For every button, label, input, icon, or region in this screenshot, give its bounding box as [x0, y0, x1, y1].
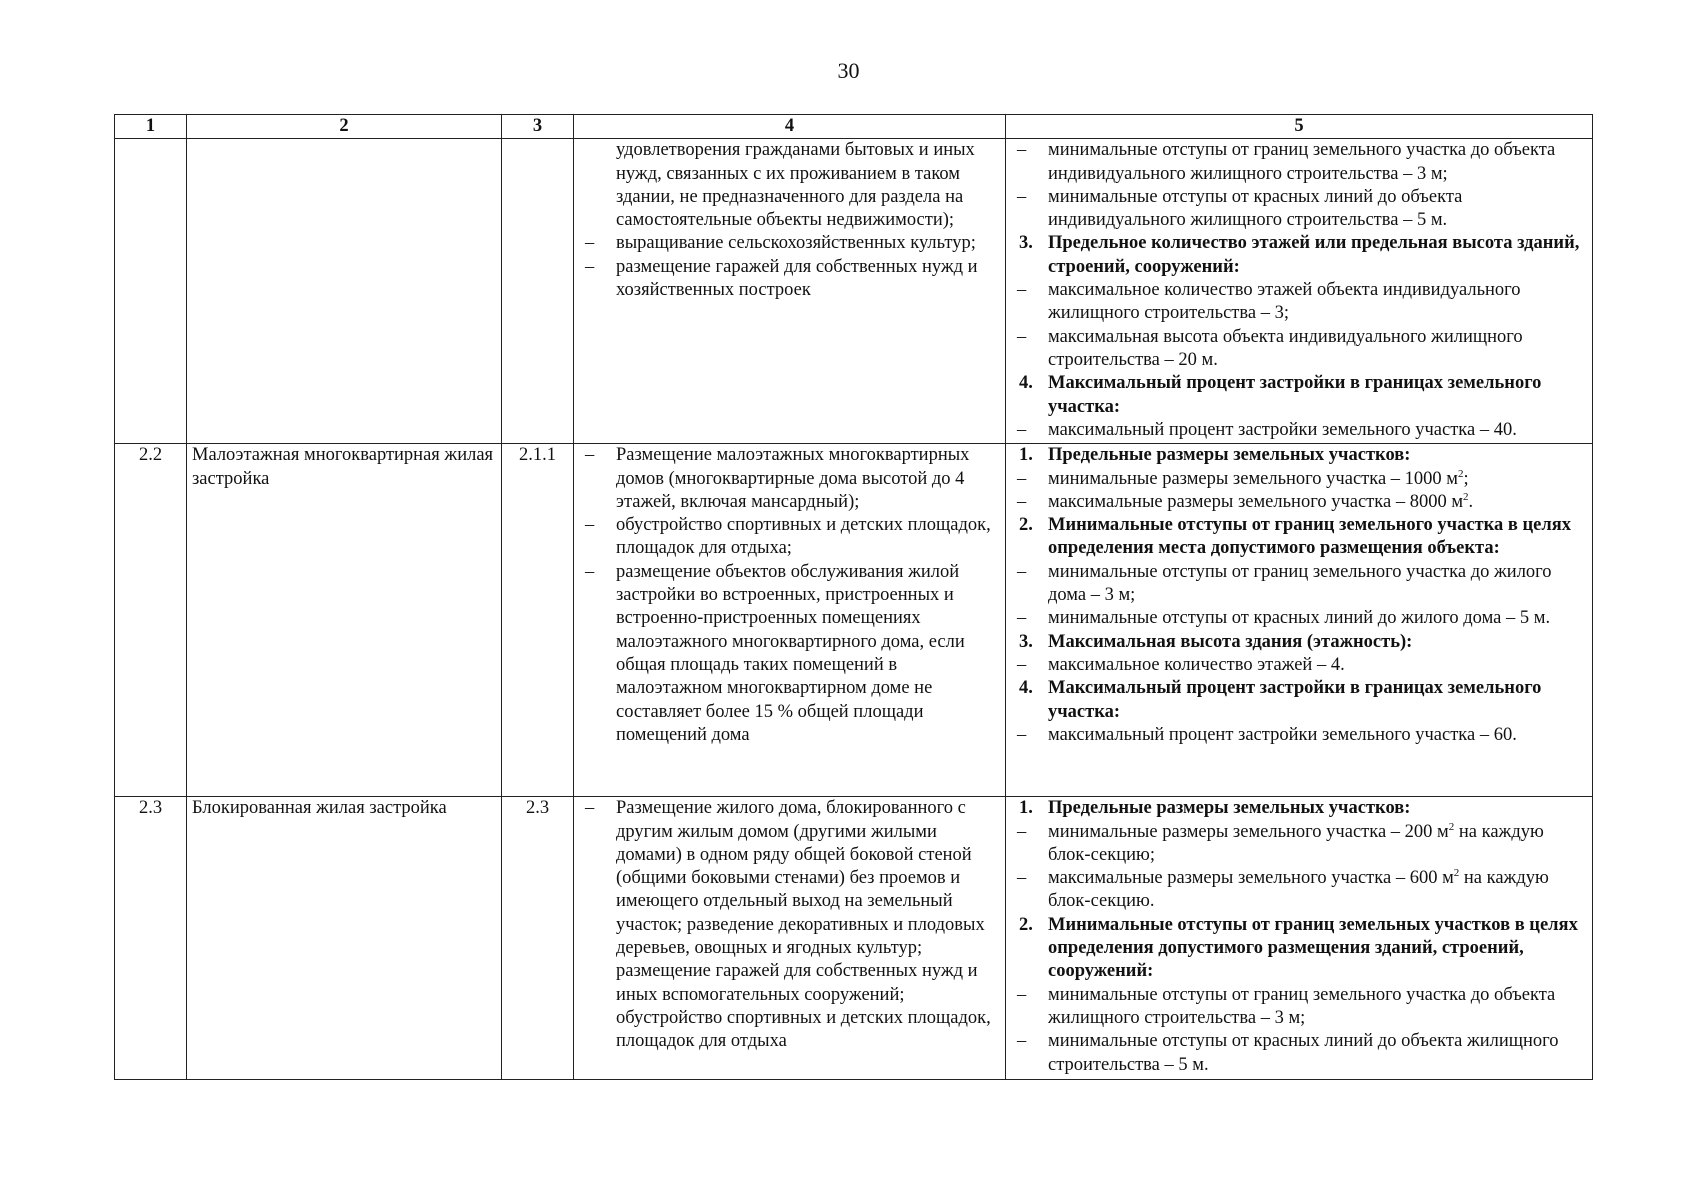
- cell-permitted-uses: [574, 444, 1006, 797]
- page-number: 30: [837, 58, 860, 83]
- list-item: – минимальные отступы от границ земельного участка до объекта индивидуального жилищного строительства – 3 м;: [1011, 139, 1587, 186]
- cell-parameters: [1006, 797, 1593, 1080]
- list-item: – минимальные размеры земельного участка – 1000 $м^2$;: [1011, 468, 1587, 491]
- table-row-2-2: [115, 444, 1593, 797]
- section-heading: 1. Предельные размеры земельных участков:: [1019, 798, 1411, 819]
- cell-permitted-uses: [574, 139, 1006, 444]
- cell-subcode: 2.1.1: [502, 444, 574, 797]
- cell-name: Малоэтажная многоквартирная жилая застройка: [187, 444, 502, 797]
- list-item: – минимальные отступы от границ земельного участка до объекта жилищного строительства – 3 м;: [1011, 984, 1587, 1031]
- col-header-3: 3: [502, 115, 574, 139]
- column-number-header: [115, 115, 1593, 139]
- list-item: – обустройство спортивных и детских площадок, площадок для отдыха;: [579, 514, 1000, 561]
- col-header-1: 1: [115, 115, 187, 139]
- cell-subcode: [502, 139, 574, 444]
- col-header-4: 4: [574, 115, 1006, 139]
- section-heading: 4. Максимальный процент застройки в границах земельного участка:: [1019, 678, 1542, 722]
- cell-name: Блокированная жилая застройка: [187, 797, 502, 1080]
- cell-subcode: 2.3: [502, 797, 574, 1080]
- list-item: – размещение гаражей для собственных нужд и хозяйственных построек: [579, 256, 1000, 303]
- cell-code: 2.3: [115, 797, 187, 1080]
- list-item: – размещение объектов обслуживания жилой застройки во встроенных, пристроенных и встроенно-пристроенных помещениях малоэтажного многоквартирного дома, если общая площадь таких помещений в малоэтажном многоквартирном доме не составляет более 15 % общей площади помещений дома: [579, 561, 1000, 747]
- list-item: – минимальные отступы от границ земельного участка до жилого дома – 3 м;: [1011, 561, 1587, 608]
- col-header-2: 2: [187, 115, 502, 139]
- section-heading: 3. Предельное количество этажей или предельная высота зданий, строений, сооружений:: [1019, 233, 1580, 277]
- list-item: – максимальный процент застройки земельного участка – 60.: [1011, 724, 1587, 747]
- list-item: – выращивание сельскохозяйственных культур;: [579, 232, 1000, 255]
- list-item: – максимальное количество этажей – 4.: [1011, 654, 1587, 677]
- cell-code: [115, 139, 187, 444]
- cell-parameters: [1006, 139, 1593, 444]
- zoning-table: [114, 114, 1593, 1080]
- cell-permitted-uses: [574, 797, 1006, 1080]
- list-item: – максимальное количество этажей объекта индивидуального жилищного строительства – 3;: [1011, 279, 1587, 326]
- list-item: – минимальные отступы от красных линий до жилого дома – 5 м.: [1011, 607, 1587, 630]
- list-item: – максимальные размеры земельного участка – 600 $м^2$ на каждую блок-секцию.: [1011, 867, 1587, 914]
- table-row-continued: [115, 139, 1593, 444]
- list-item: – максимальные размеры земельного участка – 8000 $м^2$.: [1011, 491, 1587, 514]
- cell-code: 2.2: [115, 444, 187, 797]
- list-item: – минимальные размеры земельного участка – 200 $м^2$ на каждую блок-секцию;: [1011, 821, 1587, 868]
- list-item: – максимальный процент застройки земельного участка – 40.: [1011, 419, 1587, 442]
- cell-name: [187, 139, 502, 444]
- section-heading: 3. Максимальная высота здания (этажность):: [1019, 631, 1413, 652]
- list-item: – максимальная высота объекта индивидуального жилищного строительства – 20 м.: [1011, 326, 1587, 373]
- section-heading: 1. Предельные размеры земельных участков:: [1019, 445, 1411, 466]
- cell-parameters: [1006, 444, 1593, 797]
- section-heading: 2. Минимальные отступы от границ земельных участков в целях определения допустимого размещения зданий, строений, сооружений:: [1019, 914, 1578, 982]
- section-heading: 2. Минимальные отступы от границ земельного участка в целях определения места допустимого размещения объекта:: [1019, 515, 1571, 559]
- col-header-5: 5: [1006, 115, 1593, 139]
- list-item: – Размещение жилого дома, блокированного с другим жилым домом (другими жилыми домами) в одном ряду общей боковой стеной (общими боковыми стенами) без проемов и имеющего отдельный выход на земельный участок; разведение декоративных и плодовых деревьев, овощных и ягодных культур; размещение гаражей для собственных нужд и иных вспомогательных сооружений; обустройство спортивных и детских площадок, площадок для отдыха: [579, 797, 1000, 1053]
- list-item: – минимальные отступы от красных линий до объекта индивидуального жилищного строительства – 5 м.: [1011, 186, 1587, 233]
- section-heading: 4. Максимальный процент застройки в границах земельного участка:: [1019, 373, 1542, 417]
- list-item: удовлетворения гражданами бытовых и иных нужд, связанных с их проживанием в таком здании, не предназначенного для раздела на самостоятельные объекты недвижимости);: [616, 140, 975, 231]
- table-row-2-3: [115, 797, 1593, 1080]
- list-item: – минимальные отступы от красных линий до объекта жилищного строительства – 5 м.: [1011, 1030, 1587, 1077]
- list-item: – Размещение малоэтажных многоквартирных домов (многоквартирные дома высотой до 4 этажей, включая мансардный);: [579, 444, 1000, 514]
